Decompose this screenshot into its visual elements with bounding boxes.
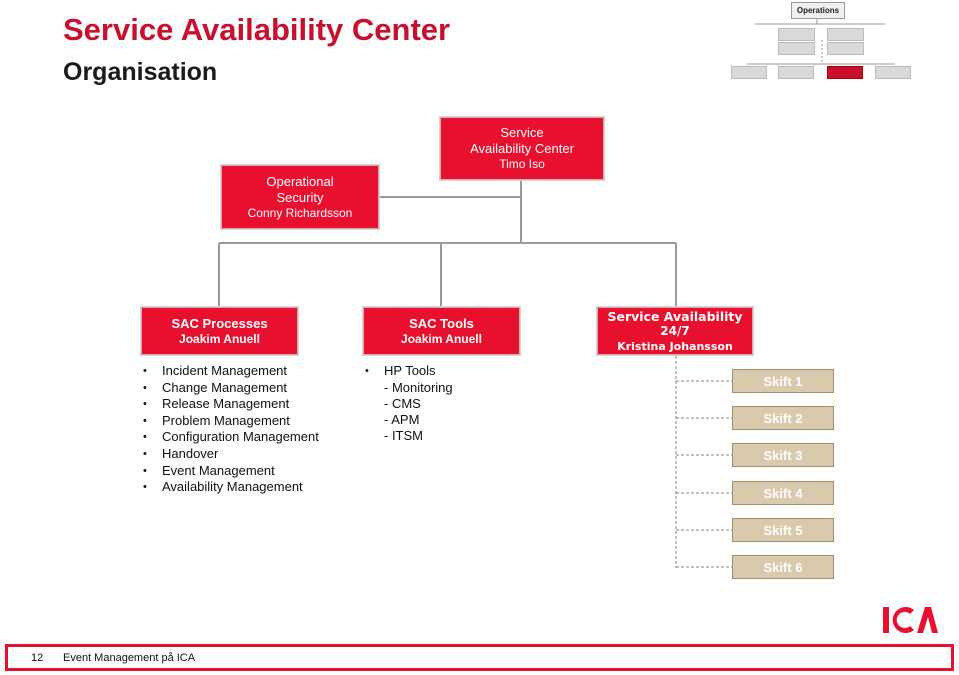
sac-box <box>440 117 604 180</box>
sac-processes-box <box>141 307 298 355</box>
tools-title: SAC Tools <box>409 315 474 331</box>
shift-box-1: Skift 1 <box>732 369 834 393</box>
service-availability-box <box>597 307 753 355</box>
list-item: • Handover <box>143 446 319 463</box>
list-item: • Event Management <box>143 463 319 480</box>
list-item: • HP Tools <box>365 363 453 380</box>
sac-manager: Timo Iso <box>499 157 545 171</box>
list-item: • Configuration Management <box>143 429 319 446</box>
list-item: • Availability Management <box>143 479 319 496</box>
tools-list <box>365 363 453 444</box>
tools-sub-item: - ITSM <box>384 427 423 443</box>
process-list <box>143 363 319 496</box>
sac-line1: Service <box>500 125 544 140</box>
shift-box-5: Skift 5 <box>732 518 834 542</box>
sac-line2: Availability Center <box>470 141 574 156</box>
page-title: Service Availability Center <box>63 12 451 47</box>
tools-sub-item: - CMS <box>384 395 421 411</box>
sac-tools-box <box>363 307 520 355</box>
shift-box-3: Skift 3 <box>732 443 834 467</box>
security-line2: Security <box>276 189 324 205</box>
list-item: • Change Management <box>143 380 319 397</box>
processes-manager: Joakim Anuell <box>179 331 260 346</box>
mini-operations-box: Operations <box>791 2 845 19</box>
shift-box-2: Skift 2 <box>732 406 834 430</box>
list-item: • Release Management <box>143 396 319 413</box>
footer-text: Event Management på ICA <box>63 652 196 664</box>
tools-sub-item: - APM <box>384 411 420 427</box>
ica-logo <box>880 604 938 636</box>
availability-hours: 24/7 <box>660 323 690 338</box>
tools-manager: Joakim Anuell <box>401 331 482 346</box>
security-line1: Operational <box>266 173 334 189</box>
tools-sub-item: - Monitoring <box>384 379 453 395</box>
shift-box-4: Skift 4 <box>732 481 834 505</box>
availability-title: Service Availability <box>607 308 743 324</box>
list-item: • Problem Management <box>143 413 319 430</box>
processes-title: SAC Processes <box>171 315 268 331</box>
security-manager: Conny Richardsson <box>247 205 353 220</box>
list-item: • Incident Management <box>143 363 319 380</box>
availability-manager: Kristina Johansson <box>617 339 733 353</box>
shift-box-6: Skift 6 <box>732 555 834 579</box>
page-number: 12 <box>31 652 44 664</box>
operational-security-box <box>221 165 379 229</box>
page-subtitle: Organisation <box>63 58 218 86</box>
